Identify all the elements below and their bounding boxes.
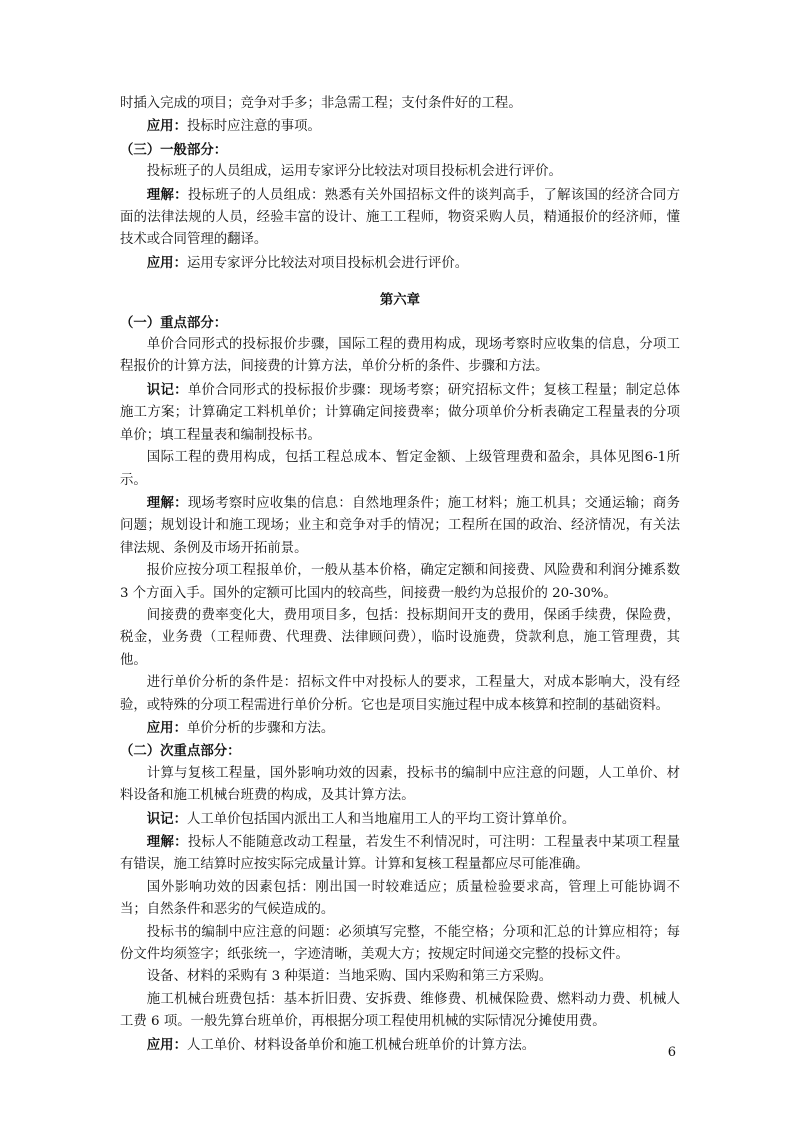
label-understand: 理解：: [146, 834, 188, 850]
paragraph: [120, 379, 680, 447]
paragraph: 报价应按分项工程报单价，一般从基本价格，确定定额和间接费、风险费和利润分摊系数 3 个方面入手。国外的定额可比国内的较高些，间接费一般约为总报价的 20-30%。: [120, 563, 680, 601]
label-memorize: 识记：: [146, 810, 187, 827]
paragraph-text: 投标时应注意的事项。: [186, 119, 321, 135]
section-heading-secondary: （二）次重点部分：: [120, 743, 241, 760]
label-understand: 理解：: [146, 186, 188, 203]
paragraph-text: 现场考察时应收集的信息：自然地理条件；施工材料；施工机具；交通运输；商务问题；规划设计和施工现场；业主和竞争对手的情况；工程所在国的政治、经济情况，有关法律法规、条例及市场开拓前景。: [120, 495, 681, 556]
paragraph: [120, 115, 680, 138]
paragraph: [120, 184, 680, 252]
paragraph: 施工机械台班费包括：基本折旧费、安拆费、维修费、机械保险费、燃料动力费、机械人工费 6 项。一般先算台班单价，再根据分项工程使用机械的实际情况分摊使用费。: [120, 991, 680, 1030]
section-heading-key: （一）重点部分：: [120, 314, 228, 331]
paragraph: [120, 1034, 680, 1057]
paragraph: [120, 831, 680, 877]
paragraph: [120, 717, 680, 740]
paragraph: 计算与复核工程量，国外影响功效的因素，投标书的编制中应注意的问题，人工单价、材料设备和施工机械台班费的构成，及其计算方法。: [120, 765, 680, 804]
label-apply: 应用：: [146, 719, 187, 736]
paragraph-text: 单价合同形式的投标报价步骤：现场考察；研究招标文件；复核工程量；制定总体施工方案；计算确定工料机单价；计算确定间接费率；做分项单价分析表确定工程量表的分项单价；填工程量表和编制投标书。: [120, 382, 681, 443]
label-apply: 应用：: [146, 254, 187, 271]
paragraph-text: 单价分析的步骤和方法。: [186, 720, 335, 736]
paragraph-text: 人工单价包括国内派出工人和当地雇用工人的平均工资计算单价。: [186, 811, 576, 827]
paragraph: 国外影响功效的因素包括：刚出国一时较难适应；质量检验要求高，管理上可能协调不当；自然条件和恶劣的气候造成的。: [120, 879, 680, 918]
paragraph: 进行单价分析的条件是：招标文件中对投标人的要求，工程量大，对成本影响大，没有经验，或特殊的分项工程需进行单价分析。它也是项目实施过程中成本核算和控制的基础资料。: [120, 675, 680, 713]
paragraph-text: 人工单价、材料设备单价和施工机械台班单价的计算方法。: [186, 1037, 536, 1053]
paragraph: 投标班子的人员组成，运用专家评分比较法对项目投标机会进行评价。: [146, 164, 562, 180]
label-apply: 应用：: [146, 118, 187, 135]
page-number: 6: [667, 1045, 676, 1060]
section-heading-general: （三）一般部分：: [120, 141, 228, 158]
chapter-title: 第六章: [379, 292, 421, 309]
paragraph: [120, 252, 680, 275]
paragraph: 时插入完成的项目；竞争对手多；非急需工程；支付条件好的工程。: [120, 96, 522, 111]
paragraph: [120, 492, 680, 560]
paragraph: 单价合同形式的投标报价步骤，国际工程的费用构成，现场考察时应收集的信息，分项工程报价的计算方法，间接费的计算方法，单价分析的条件、步骤和方法。: [120, 337, 680, 375]
paragraph: 投标书的编制中应注意的问题：必须填写完整，不能空格；分项和汇总的计算应相符；每份文件均须签字；纸张统一，字迹清晰，美观大方；按规定时间递交完整的投标文件。: [120, 924, 680, 963]
label-understand: 理解：: [146, 494, 188, 511]
paragraph: 间接费的费率变化大，费用项目多，包括：投标期间开支的费用，保函手续费，保险费，税金，业务费（工程师费、代理费、法律顾问费），临时设施费，贷款利息，施工管理费，其他。: [120, 607, 680, 668]
label-apply: 应用：: [146, 1036, 187, 1053]
page-content: [120, 93, 680, 1057]
paragraph: 国际工程的费用构成，包括工程总成本、暂定金额、上级管理费和盈余，具体见图6-1所示。: [120, 450, 680, 488]
label-memorize: 识记：: [146, 381, 188, 398]
paragraph: 设备、材料的采购有 3 种渠道：当地采购、国内采购和第三方采购。: [146, 969, 553, 985]
paragraph: [120, 808, 680, 831]
paragraph-text: 投标班子的人员组成：熟悉有关外国招标文件的谈判高手，了解该国的经济合同方面的法律法规的人员，经验丰富的设计、施工工程师，物资采购人员，精通报价的经济师，懂技术或合同管理的翻译。: [120, 187, 681, 248]
paragraph-text: 投标人不能随意改动工程量，若发生不利情况时，可注明：工程量表中某项工程量有错误，施工结算时应按实际完成量计算。计算和复核工程量都应尽可能准确。: [120, 835, 681, 873]
paragraph-text: 运用专家评分比较法对项目投标机会进行评价。: [186, 255, 469, 271]
